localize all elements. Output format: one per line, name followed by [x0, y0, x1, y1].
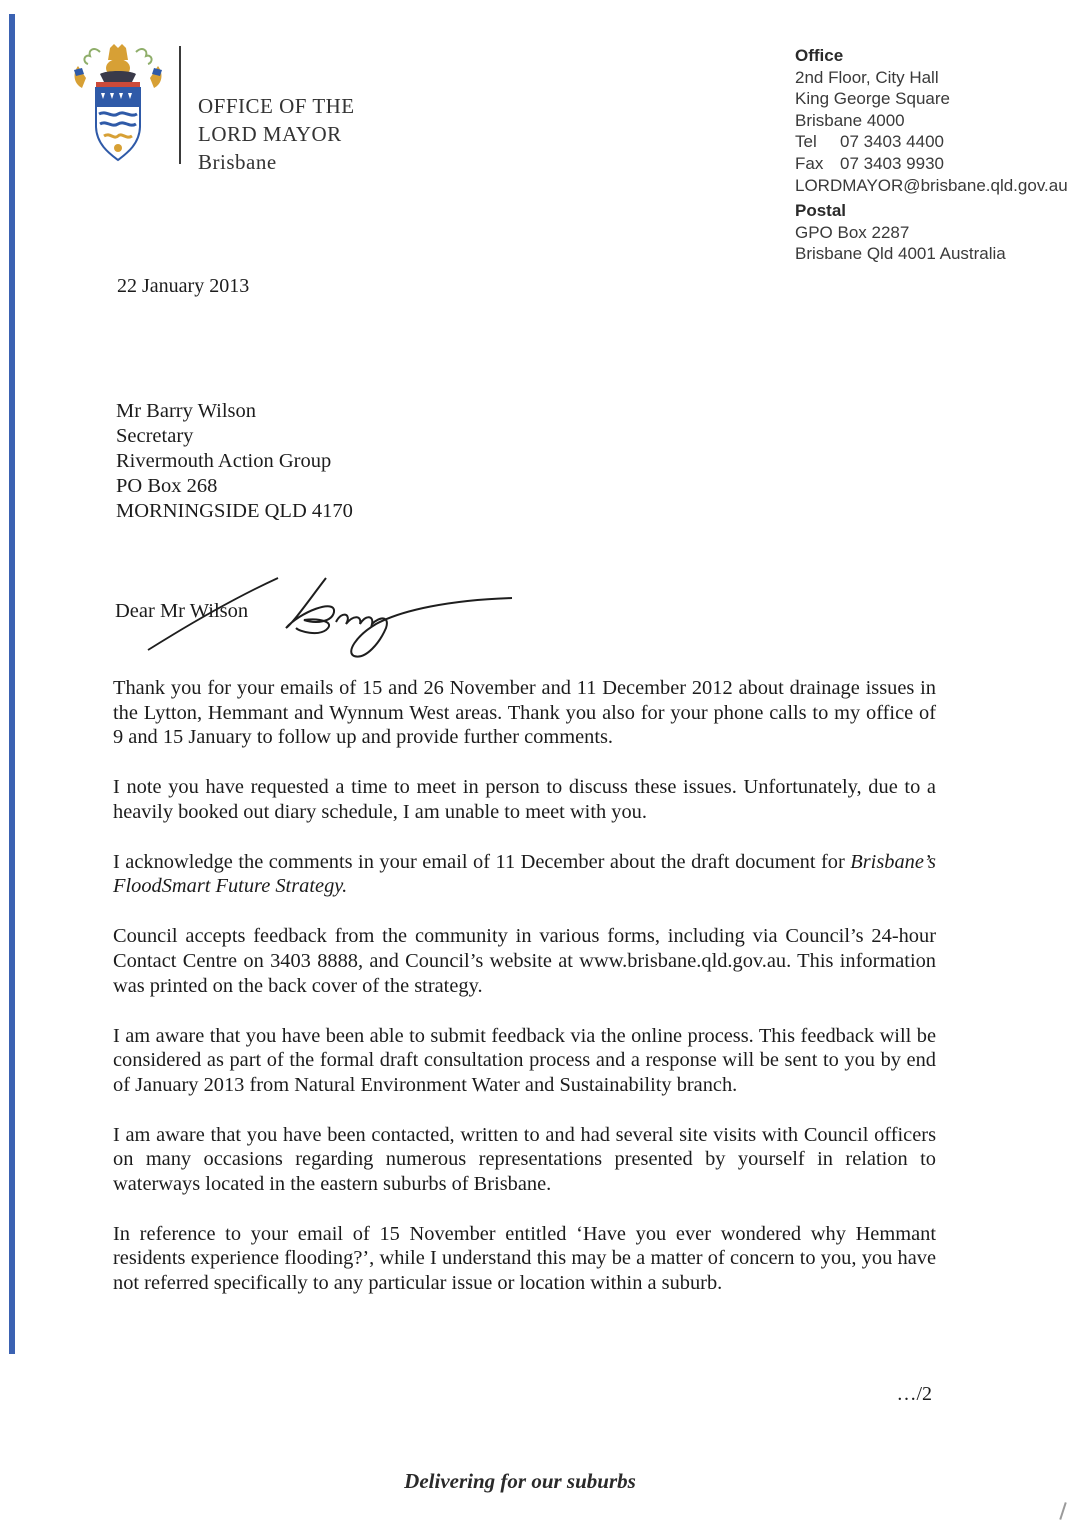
recipient-address	[116, 399, 353, 524]
salutation: Dear Mr Wilson	[115, 600, 249, 622]
recipient-line: Mr Barry Wilson	[116, 400, 257, 422]
fax-number: 07 3403 9930	[840, 153, 944, 173]
tel-label: Tel	[795, 132, 817, 152]
letter-date: 22 January 2013	[117, 275, 250, 297]
recipient-line: Rivermouth Action Group	[116, 450, 332, 472]
tel-number: 07 3403 4400	[840, 132, 944, 152]
page-continuation: …/2	[896, 1383, 932, 1405]
blue-margin-bar	[9, 14, 15, 1354]
recipient-line: PO Box 268	[116, 475, 218, 497]
paragraph-text: I acknowledge the comments in your email of 11 December about the draft document for	[113, 850, 845, 873]
recipient-line: MORNINGSIDE QLD 4170	[116, 500, 353, 522]
tel-line	[795, 131, 1068, 153]
body-paragraph	[113, 850, 936, 899]
logo-divider	[179, 46, 181, 164]
scan-mark	[1059, 1502, 1066, 1520]
body-paragraph: Council accepts feedback from the community in various forms, including via Council’s 24-hour Contact Centre on 3403 8888, and Council’s website at www.brisbane.qld.gov.au. This information was printed on the back cover of the strategy.	[113, 925, 936, 997]
office-address-line: 2nd Floor, City Hall	[795, 67, 939, 87]
office-line-1: OFFICE OF THE	[198, 94, 355, 118]
coat-of-arms-icon	[70, 44, 166, 166]
postal-address-line: GPO Box 2287	[795, 222, 910, 242]
contact-block	[795, 45, 1068, 265]
office-line-2: LORD MAYOR	[198, 122, 342, 146]
body-paragraph: In reference to your email of 15 November entitled ‘Have you ever wondered why Hemmant residents experience flooding?’, while I understand this may be a matter of concern to you, you have not referred specifically to any particular issue or location within a suburb.	[113, 1222, 936, 1295]
office-heading: Office	[795, 46, 844, 65]
body-paragraph: I am aware that you have been able to submit feedback via the online process. This feedback will be considered as part of the formal draft consultation process and a response will be sent to you by end of January 2013 from Natural Environment Water and Sustainability branch.	[113, 1024, 936, 1096]
office-address-line: Brisbane 4000	[795, 110, 905, 130]
strategy-title: Brisbane’s FloodSmart Future Strategy.	[113, 850, 936, 898]
fax-label: Fax	[795, 153, 824, 173]
office-line-3: Brisbane	[198, 150, 277, 174]
postal-heading: Postal	[795, 201, 847, 221]
recipient-line: Secretary	[116, 425, 194, 447]
footer-slogan: Delivering for our suburbs	[404, 1469, 636, 1493]
postal-address-line: Brisbane Qld 4001 Australia	[795, 244, 1006, 264]
signature-icon	[140, 570, 520, 665]
body-paragraph: I note you have requested a time to meet in person to discuss these issues. Unfortunately, due to a heavily booked out diary schedule, I am unable to meet with you.	[113, 776, 936, 823]
body-paragraph: I am aware that you have been contacted, written to and had several site visits with Council officers on many occasions regarding numerous representations presented by yourself in relation to waterways located in the eastern suburbs of Brisbane.	[113, 1123, 936, 1195]
email-address: LORDMAYOR@brisbane.qld.gov.au	[795, 175, 1068, 195]
body-paragraph: Thank you for your emails of 15 and 26 November and 11 December 2012 about drainage issues in the Lytton, Hemmant and Wynnum West areas. Thank you also for your phone calls to my office of 9 and 15 January to follow up and provide further comments.	[113, 677, 936, 749]
fax-line	[795, 153, 1068, 175]
office-address-line: King George Square	[795, 89, 950, 109]
office-name	[198, 92, 355, 176]
letter-body	[113, 676, 936, 1321]
